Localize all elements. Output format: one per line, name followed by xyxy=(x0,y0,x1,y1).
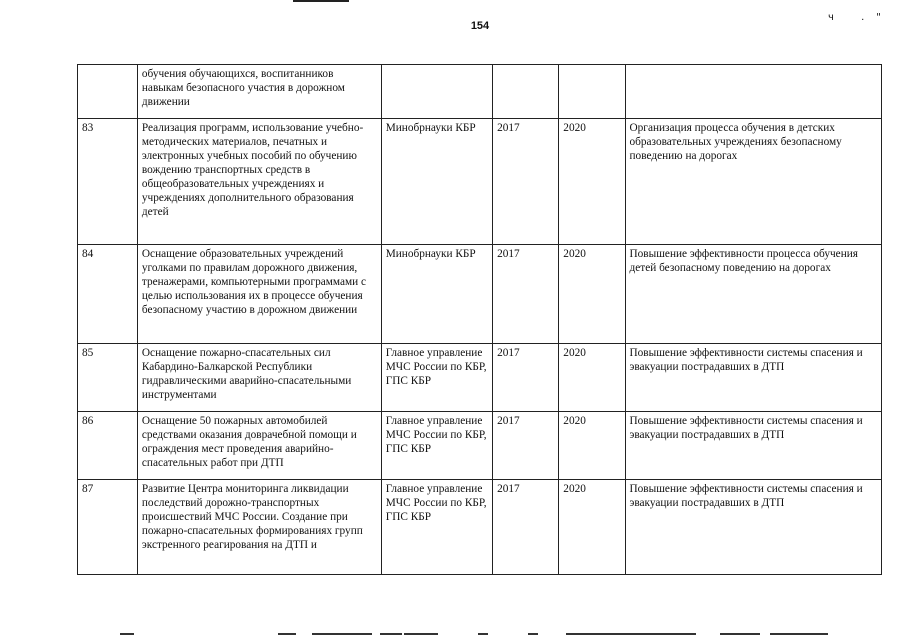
table-row xyxy=(78,65,882,119)
table-row xyxy=(78,480,882,575)
measures-table xyxy=(77,64,882,575)
activity-cell: Оснащение пожарно-спасательных сил Кабардино-Балкарской Республики гидравлическими аварийно-спасательными инструментами xyxy=(137,344,381,412)
top-edge-rule xyxy=(293,0,349,2)
start-year-cell: 2017 xyxy=(493,119,559,245)
row-number-cell: 86 xyxy=(78,412,138,480)
activity-cell: Реализация программ, использование учебно-методических материалов, печатных и электронных учебных пособий по обучению вождению транспортных средств в общеобразовательных учреждениях и учреждениях дополнительного образования детей xyxy=(137,119,381,245)
result-cell: Повышение эффективности процесса обучения детей безопасному поведению на дорогах xyxy=(625,245,882,344)
table-row xyxy=(78,344,882,412)
end-year-cell: 2020 xyxy=(559,119,625,245)
row-number-cell: 84 xyxy=(78,245,138,344)
executor-cell: Главное управление МЧС России по КБР, ГПС КБР xyxy=(381,480,492,575)
end-year-cell: 2020 xyxy=(559,480,625,575)
executor-cell: Главное управление МЧС России по КБР, ГПС КБР xyxy=(381,412,492,480)
row-number-cell: 83 xyxy=(78,119,138,245)
executor-cell xyxy=(381,65,492,119)
start-year-cell xyxy=(493,65,559,119)
start-year-cell: 2017 xyxy=(493,480,559,575)
activity-cell: Оснащение образовательных учреждений уголками по правилам дорожного движения, тренажерами, компьютерными программами с целью использования их в процессе обучения безопасному участию в дорожном движении xyxy=(137,245,381,344)
table-row xyxy=(78,119,882,245)
page-number: 154 xyxy=(470,20,490,32)
end-year-cell: 2020 xyxy=(559,412,625,480)
activity-cell: Оснащение 50 пожарных автомобилей средствами оказания доврачебной помощи и ограждения мест проведения аварийно-спасательных работ при ДТП xyxy=(137,412,381,480)
start-year-cell: 2017 xyxy=(493,412,559,480)
table-body xyxy=(78,65,882,575)
executor-cell: Главное управление МЧС России по КБР, ГПС КБР xyxy=(381,344,492,412)
result-cell: Повышение эффективности системы спасения и эвакуации пострадавших в ДТП xyxy=(625,480,882,575)
bottom-edge-rules xyxy=(0,633,905,637)
result-cell: Повышение эффективности системы спасения и эвакуации пострадавших в ДТП xyxy=(625,344,882,412)
activity-cell: обучения обучающихся, воспитанников навыкам безопасного участия в дорожном движении xyxy=(137,65,381,119)
end-year-cell: 2020 xyxy=(559,344,625,412)
start-year-cell: 2017 xyxy=(493,245,559,344)
result-cell: Организация процесса обучения в детских образовательных учреждениях безопасному поведению на дорогах xyxy=(625,119,882,245)
row-number-cell: 87 xyxy=(78,480,138,575)
start-year-cell: 2017 xyxy=(493,344,559,412)
executor-cell: Минобрнауки КБР xyxy=(381,245,492,344)
end-year-cell: 2020 xyxy=(559,245,625,344)
executor-cell: Минобрнауки КБР xyxy=(381,119,492,245)
row-number-cell xyxy=(78,65,138,119)
activity-cell: Развитие Центра мониторинга ликвидации последствий дорожно-транспортных происшествий МЧС России. Создание при пожарно-спасательных формированиях групп экстренного реагирования на ДТП и xyxy=(137,480,381,575)
table-row xyxy=(78,412,882,480)
result-cell xyxy=(625,65,882,119)
result-cell: Повышение эффективности системы спасения и эвакуации пострадавших в ДТП xyxy=(625,412,882,480)
end-year-cell xyxy=(559,65,625,119)
corner-scan-mark: ч ." xyxy=(828,12,893,23)
row-number-cell: 85 xyxy=(78,344,138,412)
table-row xyxy=(78,245,882,344)
